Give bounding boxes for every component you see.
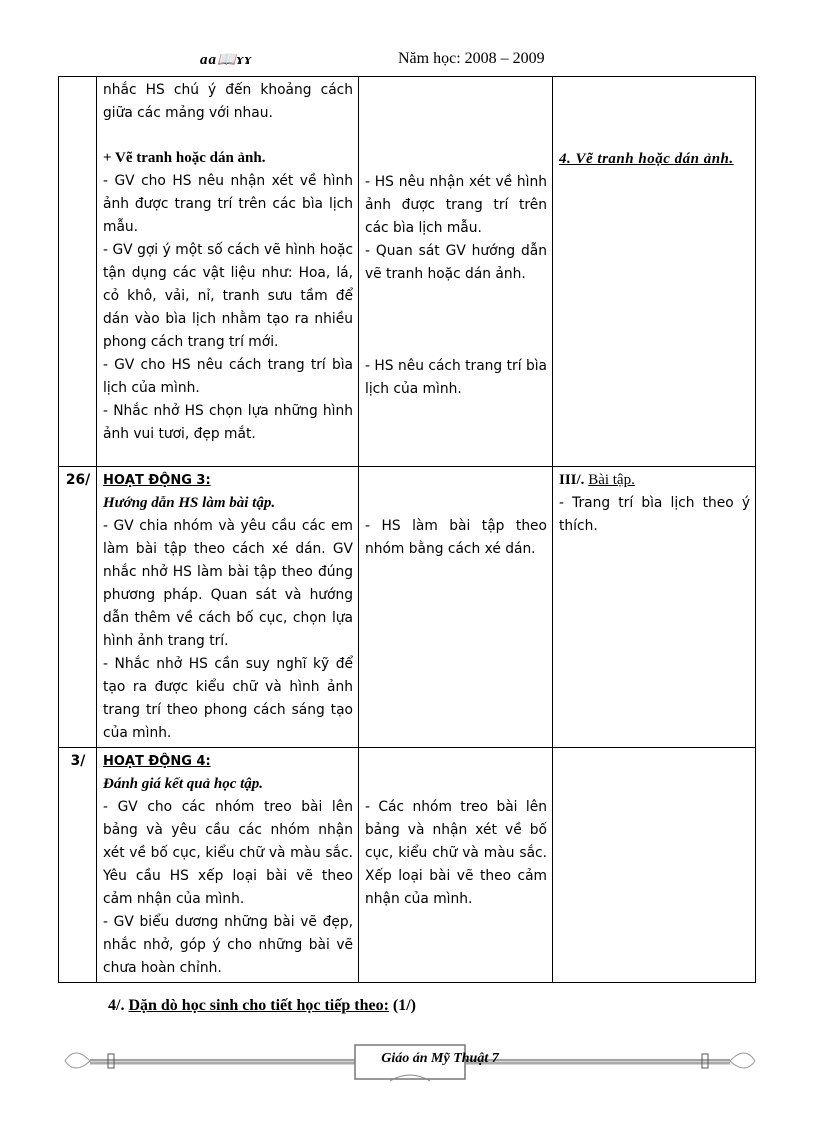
teacher-activity-cell	[97, 467, 359, 748]
teacher-activity-cell	[97, 77, 359, 467]
activity-label: HOẠT ĐỘNG 4:	[103, 754, 211, 769]
content-heading: 4. Vẽ tranh hoặc dán ảnh.	[559, 151, 734, 167]
gv-paragraph: - GV cho các nhóm treo bài lên bảng và yêu cầu các nhóm nhận xét về bố cục, kiểu chữ và màu sắc. Yêu cầu HS xếp loại bài vẽ theo cảm nhận của mình.	[103, 799, 353, 907]
homework-number: 4/.	[108, 997, 125, 1014]
hs-paragraph: - HS nêu cách trang trí bìa lịch của mình.	[365, 358, 547, 397]
hs-paragraph: - HS làm bài tập theo nhóm bằng cách xé dán.	[365, 518, 547, 557]
section-title: Bài tập.	[588, 472, 635, 488]
section-heading: + Vẽ tranh hoặc dán ảnh.	[103, 150, 266, 166]
content-cell	[553, 467, 756, 748]
school-year: Năm học: 2008 – 2009	[398, 50, 545, 67]
table-row	[59, 748, 756, 983]
homework-time: (1/)	[392, 997, 417, 1014]
table-row	[59, 467, 756, 748]
content-section	[559, 469, 750, 492]
gv-paragraph: - Nhắc nhở HS cần suy nghĩ kỹ để tạo ra được kiểu chữ và hình ảnh trang trí theo phong cách sáng tạo của mình.	[103, 656, 353, 741]
hs-paragraph: - HS nêu nhận xét về hình ảnh được trang trí trên các bìa lịch mẫu.	[365, 174, 547, 236]
gv-paragraph: nhắc HS chú ý đến khoảng cách giữa các mảng với nhau.	[103, 82, 353, 121]
page-footer	[60, 1035, 760, 1085]
homework-text: Dặn dò học sinh cho tiết học tiếp theo:	[128, 997, 389, 1014]
content-cell	[553, 748, 756, 983]
gv-paragraph: - GV gợi ý một số cách vẽ hình hoặc tận dụng các vật liệu như: Hoa, lá, cỏ khô, vải, nỉ, tranh sưu tầm để dán vào bìa lịch nhằm tạo ra nhiều phong cách trang trí mới.	[103, 242, 353, 350]
student-activity-cell	[359, 748, 553, 983]
content-paragraph: - Trang trí bìa lịch theo ý thích.	[559, 495, 750, 534]
activity-title: Đánh giá kết quả học tập.	[103, 776, 264, 792]
time-cell: 26/	[59, 467, 97, 748]
hs-paragraph: - Các nhóm treo bài lên bảng và nhận xét về bố cục, kiểu chữ và màu sắc. Xếp loại bài vẽ theo cảm nhận của mình.	[365, 799, 547, 907]
header-ornament: ɑɑ📖ɤɤ	[200, 52, 253, 68]
time-cell: 3/	[59, 748, 97, 983]
hs-paragraph: - Quan sát GV hướng dẫn vẽ tranh hoặc dán ảnh.	[365, 243, 547, 282]
footer-label: Giáo án Mỹ Thuật 7	[381, 1051, 499, 1066]
gv-paragraph: - Nhắc nhở HS chọn lựa những hình ảnh vui tươi, đẹp mắt.	[103, 403, 353, 442]
section-number: III/.	[559, 472, 585, 488]
content-cell	[553, 77, 756, 467]
gv-paragraph: - GV cho HS nêu cách trang trí bìa lịch của mình.	[103, 357, 353, 396]
gv-paragraph: - GV chia nhóm và yêu cầu các em làm bài tập theo cách xé dán. GV nhắc nhở HS làm bài tập theo đúng phương pháp. Quan sát và hướng dẫn thêm về cách bố cục, chọn lựa hình ảnh trang trí.	[103, 518, 353, 649]
student-activity-cell	[359, 77, 553, 467]
lesson-table	[58, 76, 756, 983]
gv-paragraph: - GV biểu dương những bài vẽ đẹp, nhắc nhở, góp ý cho những bài vẽ chưa hoàn chỉnh.	[103, 914, 353, 976]
activity-title: Hướng dẫn HS làm bài tập.	[103, 495, 276, 511]
student-activity-cell	[359, 467, 553, 748]
activity-label: HOẠT ĐỘNG 3:	[103, 473, 211, 488]
table-row	[59, 77, 756, 467]
teacher-activity-cell	[97, 748, 359, 983]
homework-note	[108, 997, 416, 1015]
time-cell	[59, 77, 97, 467]
page-header	[0, 50, 816, 72]
gv-paragraph: - GV cho HS nêu nhận xét về hình ảnh được trang trí trên các bìa lịch mẫu.	[103, 173, 353, 235]
